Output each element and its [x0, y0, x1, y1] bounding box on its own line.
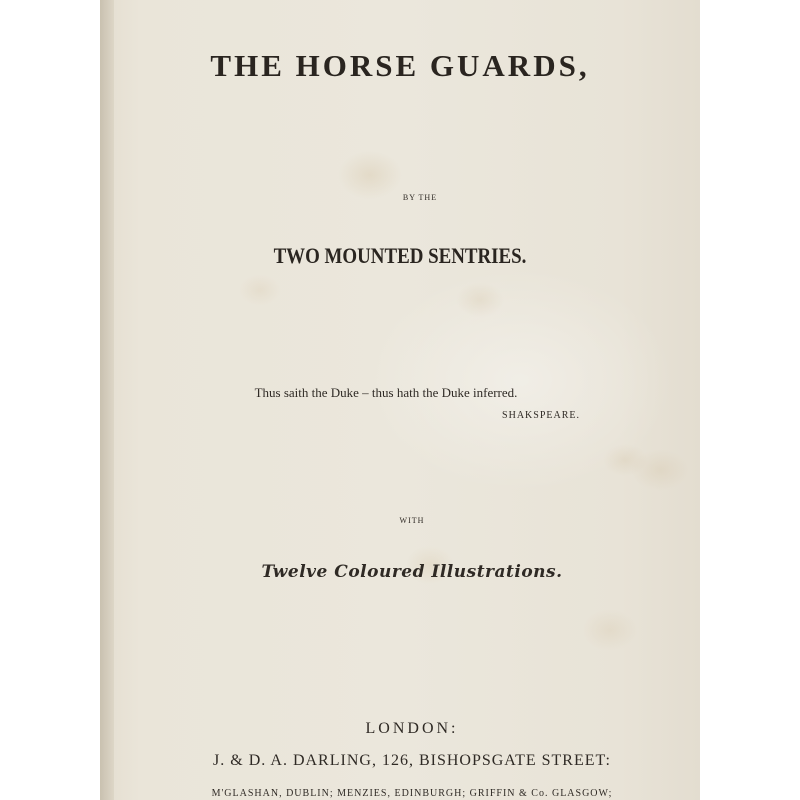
imprint-agents: M'GLASHAN, DUBLIN; MENZIES, EDINBURGH; GRIFFIN & Co. GLASGOW; [211, 788, 613, 799]
epigraph-attribution: SHAKSPEARE. [502, 410, 580, 421]
with-line: WITH [399, 516, 425, 525]
book-page [100, 0, 700, 800]
imprint-city: LONDON: [365, 720, 459, 737]
epigraph: Thus saith the Duke – thus hath the Duke inferred. [254, 385, 518, 400]
book-title: THE HORSE GUARDS, [210, 48, 590, 83]
by-line: BY THE [402, 193, 438, 202]
imprint-publisher: J. & D. A. DARLING, 126, BISHOPSGATE STREET: [213, 752, 611, 769]
illustrations-line: Twelve Coloured Illustrations. [261, 562, 563, 582]
author-line: TWO MOUNTED SENTRIES. [273, 243, 527, 268]
